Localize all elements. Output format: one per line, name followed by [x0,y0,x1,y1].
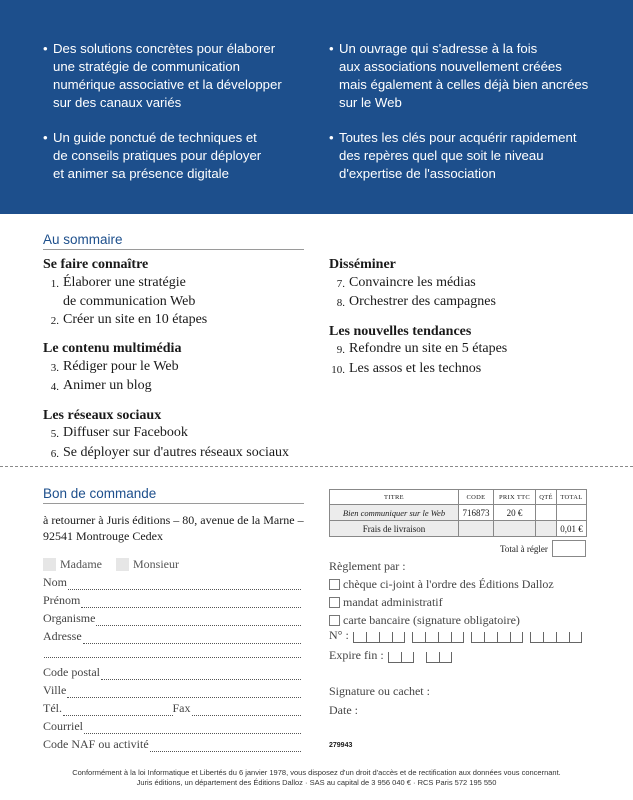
cell-titre: Bien communiquer sur le Web [330,505,459,521]
prenom-field[interactable] [43,593,301,608]
toc-group [329,323,609,380]
toc-item [329,360,609,380]
total-input-box[interactable] [552,540,586,557]
payment-section [329,557,554,629]
payment-title: Règlement par : [329,559,406,573]
expiry-month[interactable] [388,652,414,663]
field-line[interactable] [96,615,301,626]
footer-line: Conformément à la loi Informatique et Libertés du 6 janvier 1978, vous disposez d'un droit d'accès et de rectification aux données vous concernant. [72,768,561,777]
toc-number: 2. [50,314,59,327]
organisme-field[interactable] [43,611,301,626]
banner-bullet [329,129,597,183]
toc-number: 5. [50,428,59,440]
cut-line-divider [0,466,633,467]
card-number-label: N° : [329,628,349,642]
card-digit-group[interactable] [471,632,523,643]
toc-text: Créer un site en 10 étapes [63,311,208,327]
tel-fax-field[interactable] [43,701,301,716]
monsieur-label: Monsieur [132,557,179,571]
total-label: Total à régler [500,543,548,554]
toc-column-left [43,256,323,473]
payment-option-mandat[interactable] [329,593,554,611]
toc-group [43,256,323,330]
field-line[interactable] [68,579,301,590]
toc-item [329,274,609,294]
field-label: Organisme [43,611,96,625]
toc-group [43,407,323,464]
footer-line: Juris éditions, un département des Éditions Dalloz · SAS au capital de 3 956 040 € · RCS Paris 572 195 550 [136,778,497,787]
civility-options [43,557,179,572]
checkbox[interactable] [329,615,340,626]
bullet-line: sur des canaux variés [53,95,182,110]
expiry-label: Expire fin : [329,648,384,662]
feature-banner [0,0,633,214]
monsieur-checkbox[interactable] [116,558,129,571]
field-label: Prénom [43,593,81,607]
bullet-line: • Un ouvrage qui s'adresse à la fois [339,41,538,56]
field-line[interactable] [67,687,301,698]
sommaire-heading: Au sommaire [43,232,304,250]
toc-text: Convaincre les médias [349,274,476,290]
cell-total[interactable] [557,505,587,521]
bullet-line: sur le Web [339,95,402,110]
toc-number: 7. [336,277,345,290]
bullet-line: • Toutes les clés pour acquérir rapidement [339,130,577,145]
field-line[interactable] [150,741,301,752]
code-naf-field[interactable] [43,737,301,752]
banner-bullet [43,40,301,112]
cell-code [459,521,494,537]
fax-label: Fax [172,701,191,715]
payment-option-carte[interactable] [329,611,554,629]
madame-checkbox[interactable] [43,558,56,571]
toc-text: Animer un blog [63,378,152,393]
order-form-heading: Bon de commande [43,486,304,504]
tel-label: Tél. [43,701,62,715]
card-digit-group[interactable] [412,632,464,643]
card-digit-group[interactable] [530,632,582,643]
order-code: 279943 [329,742,353,749]
fax-line[interactable] [192,705,302,716]
toc-group-heading: Les réseaux sociaux [43,407,162,423]
option-label: carte bancaire (signature obligatoire) [343,613,520,627]
cell-prix [494,521,536,537]
toc-text: Se déployer sur d'autres réseaux sociaux [63,444,290,460]
toc-number: 8. [336,297,345,309]
expiry-year[interactable] [426,652,452,663]
toc-text: Élaborer une stratégie [63,274,186,290]
toc-group-heading: Se faire connaître [43,257,149,272]
payment-option-cheque[interactable] [329,575,554,593]
checkbox[interactable] [329,597,340,608]
toc-text: Refondre un site en 5 étapes [349,341,508,356]
cell-prix: 20 € [494,505,536,521]
toc-group-heading: Le contenu multimédia [43,341,182,356]
bullet-line: mais également à celles déjà bien ancrées [339,77,589,92]
total-row [500,540,586,557]
toc-number: 1. [50,277,59,290]
bullet-line: numérique associative et la développer [53,77,282,92]
toc-item [43,377,323,397]
header-code: CODE [459,490,494,505]
toc-number: 10. [331,363,345,376]
toc-column-right [329,256,609,389]
cell-titre: Frais de livraison [330,521,459,537]
order-table [329,489,587,537]
cell-code: 716873 [459,505,494,521]
legal-footer [0,768,633,788]
header-qte: QTÉ [536,490,557,505]
card-number-field[interactable] [329,628,589,643]
toc-text: Les assos et les technos [349,360,482,376]
header-titre: TITRE [330,490,459,505]
date-label: Date : [329,703,358,717]
field-label: Courriel [43,719,83,733]
toc-group [43,340,323,397]
field-line[interactable] [84,723,301,734]
toc-number: 6. [50,447,59,460]
toc-item [43,444,323,464]
cell-qte[interactable] [536,505,557,521]
toc-group [329,256,609,313]
code-postal-field[interactable] [43,665,301,680]
courriel-field[interactable] [43,719,301,734]
field-label: Code postal [43,665,100,679]
toc-item [329,293,609,313]
bullet-line: une stratégie de communication [53,59,240,74]
bullet-line: • Un guide ponctué de techniques et [53,130,257,145]
adresse-continuation-field[interactable] [43,647,301,658]
toc-item [43,293,323,311]
card-digit-group[interactable] [353,632,405,643]
header-prix: PRIX TTC [494,490,536,505]
banner-bullet [329,40,597,112]
expiry-field[interactable] [329,648,459,663]
signature-label: Signature ou cachet : [329,684,430,698]
toc-text: de communication Web [63,294,196,309]
bullet-line: aux associations nouvellement créées [339,59,562,74]
toc-text: Diffuser sur Facebook [63,425,188,440]
bullet-line: d'expertise de l'association [339,166,496,181]
bullet-line: et animer sa présence digitale [53,166,229,181]
toc-number: 9. [336,344,345,356]
toc-item [43,311,323,331]
cell-total: 0,01 € [557,521,587,537]
field-line[interactable] [101,669,301,680]
field-label: Ville [43,683,67,697]
toc-item [43,274,323,294]
toc-item [43,358,323,378]
field-line[interactable] [81,597,301,608]
tel-line[interactable] [63,705,173,716]
address-line: à retourner à Juris éditions – 80, avenue de la Marne – [43,513,304,527]
address-line: 92541 Montrouge Cedex [43,529,163,543]
toc-item [43,424,323,444]
bullet-line: de conseils pratiques pour déployer [53,148,262,163]
toc-item [329,340,609,360]
ville-field[interactable] [43,683,301,698]
option-label: mandat administratif [343,595,443,609]
table-row [330,521,587,537]
nom-field[interactable] [43,575,301,590]
field-line[interactable] [44,647,301,658]
table-row [330,505,587,521]
toc-text: Orchestrer des campagnes [349,294,496,309]
toc-text: Rédiger pour le Web [63,358,179,374]
field-line[interactable] [83,633,301,644]
toc-group-heading: Les nouvelles tendances [329,323,472,339]
field-label: Nom [43,575,67,589]
return-address [43,512,304,544]
madame-label: Madame [60,557,102,571]
order-table-header [330,490,587,505]
adresse-field[interactable] [43,629,301,644]
field-label: Code NAF ou activité [43,737,149,751]
bullet-line: des repères quel que soit le niveau [339,148,544,163]
cell-qte [536,521,557,537]
option-label: chèque ci-joint à l'ordre des Éditions Dalloz [343,577,554,591]
toc-number: 4. [50,381,59,393]
toc-group-heading: Disséminer [329,257,396,272]
field-label: Adresse [43,629,82,643]
toc-number: 3. [50,361,59,374]
checkbox[interactable] [329,579,340,590]
toc-number [43,293,63,311]
banner-bullet [43,129,301,183]
header-total: TOTAL [557,490,587,505]
bullet-line: • Des solutions concrètes pour élaborer [53,41,276,56]
